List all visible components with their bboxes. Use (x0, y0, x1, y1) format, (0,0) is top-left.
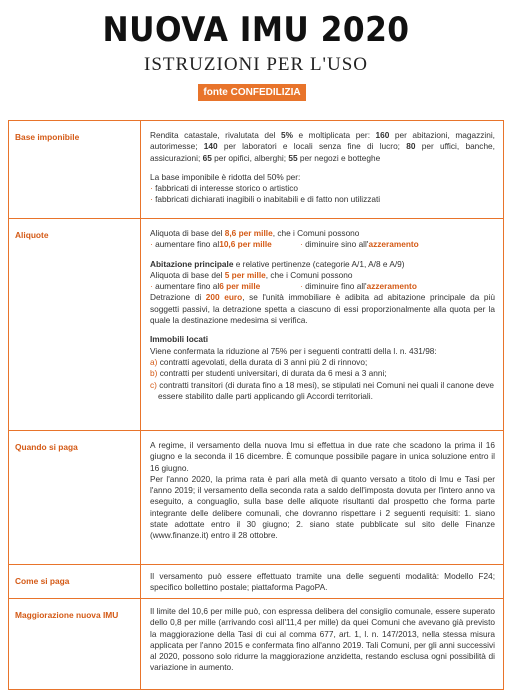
aliquota-abitazione-range: · aumentare fino al6 per mille · diminuire fino all'azzeramento (150, 281, 417, 292)
list-item: · fabbricati dichiarati inagibili o inabitabili e di fatto non utilizzati (150, 194, 381, 205)
list-item: b) contratti per studenti universitari, di durata da 6 mesi a 3 anni; (150, 368, 387, 379)
detrazione-text: Detrazione di 200 euro, se l'unità immobiliare è adibita ad abitazione principale da più soggetti passivi, la detrazione spetta a ciascuno di essi proporzionalmente alla quota per la quale la destinazione medesima si verifica. (150, 292, 495, 326)
aliquota-base-line: Aliquota di base del 8,6 per mille, che i Comuni possono (150, 228, 360, 238)
maggiorazione-paragraph: Il limite del 10,6 per mille può, con espressa delibera del consiglio comunale, essere superato dello 0,8 per mille (arrivando così all'11,4 per mille) da quei Comuni che avevano già previsto la maggiorazione della Tasi di cui al comma 677, art. 1, l. n. 147/2013, nella stessa misura applicata per l'anno 2015 e confermata fino all'anno 2019. Tali Comuni, per gli anni successivi al 2020, possono solo ridurre la maggiorazione anzidetta, restando esclusa ogni possibilità di variazione in aumento. (150, 606, 495, 673)
abitazione-heading: Abitazione principale e relative pertinenze (categorie A/1, A/8 e A/9) (150, 258, 405, 269)
quando-paragraph: A regime, il versamento della nuova Imu si effettua in due rate che scadono la prima il 16 giugno e la seconda il 16 dicembre. È comunque possibile pagare in unica soluzione entro il 16 giugno. (150, 440, 495, 473)
row-label: Base imponibile (9, 121, 141, 218)
row-body (142, 565, 503, 598)
list-item: c) contratti transitori (di durata fino a 18 mesi), se stipulati nei Comuni nei quali il canone deve essere stabilito dalle parti applicando gli Accordi territoriali. (150, 379, 495, 401)
page-subtitle: ISTRUZIONI PER L'USO (144, 54, 368, 75)
base-reduction-text: La base imponibile è ridotta del 50% per: (150, 171, 301, 182)
aliquota-range: · aumentare fino al10,6 per mille · diminuire sino all'azzeramento (150, 239, 419, 250)
list-item: · fabbricati di interesse storico o artistico (150, 183, 299, 194)
page-title: NUOVA IMU 2020 (102, 10, 410, 50)
row-base-imponibile (9, 121, 503, 219)
come-paragraph: Il versamento può essere effettuato tramite una delle seguenti modalità: Modello F24; specifico bollettino postale; piattaforma PagoPA. (150, 571, 495, 593)
row-aliquote (9, 219, 503, 431)
row-label: Aliquote (9, 219, 141, 430)
row-come-si-paga (9, 565, 503, 599)
row-quando-si-paga (9, 431, 503, 565)
immobili-locati-heading: Immobili locati (150, 334, 209, 345)
info-table (8, 120, 504, 690)
list-item: a) contratti agevolati, della durata di 3 anni più 2 di rinnovo; (150, 356, 368, 367)
row-maggiorazione (9, 599, 503, 690)
base-paragraph: Rendita catastale, rivalutata del 5% e moltiplicata per: 160 per abitazioni, magazzini, autorimesse; 140 per laboratori e locali senza fine di lucro; 80 per uffici, banche, assicurazioni; 65 per opifici, alberghi; 55 per negozi e botteghe (150, 130, 495, 163)
row-label: Maggiorazione nuova IMU (9, 599, 141, 690)
row-body (142, 121, 503, 218)
source-badge: fonte CONFEDILIZIA (198, 84, 306, 101)
row-body (142, 219, 503, 430)
aliquota-abitazione-line: Aliquota di base del 5 per mille, che i Comuni possono (150, 269, 353, 280)
row-label: Quando si paga (9, 431, 141, 564)
quando-paragraph: Per l'anno 2020, la prima rata è pari alla metà di quanto versato a titolo di Imu e Tasi per l'anno 2019; il versamento della seconda rata a saldo dell'imposta dovuta per l'intero anno va eseguito, a conguaglio, sulla base delle aliquote risultanti dal prospetto che forma parte integrante delle delibere comunali, che dovranno rispettare i 2 seguenti requisiti: 1. siano state adottate entro il 30 giugno; 2. siano state pubblicate sul sito delle Finanze (www.finanze.it) entro il 28 ottobre. (150, 473, 495, 541)
row-label: Come si paga (9, 565, 141, 598)
row-body (142, 431, 503, 564)
row-body (142, 599, 503, 690)
immobili-locati-text: Viene confermata la riduzione al 75% per i seguenti contratti della l. n. 431/98: (150, 345, 437, 356)
